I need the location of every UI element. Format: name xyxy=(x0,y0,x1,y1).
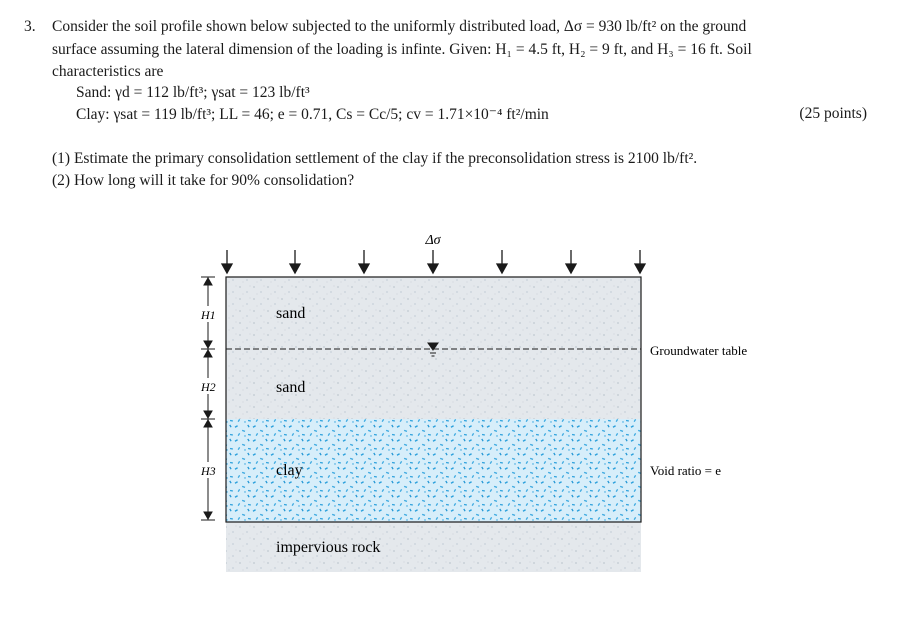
load-arrow xyxy=(566,250,576,273)
problem-statement xyxy=(0,0,917,200)
load-arrows xyxy=(222,250,645,273)
question-1: (1) Estimate the primary consolidation settlement of the clay if the preconsolidation stress is 2100 lb/ft². xyxy=(52,150,698,167)
layer-label-clay: clay xyxy=(276,462,303,479)
points-label: (25 points) xyxy=(799,105,867,122)
problem-number: 3. xyxy=(24,18,36,35)
load-arrow xyxy=(290,250,300,273)
soil-profile-figure xyxy=(0,200,917,625)
layer-label-rock: impervious rock xyxy=(276,539,381,556)
clay-properties: Clay: γsat = 119 lb/ft³; LL = 46; e = 0.71, Cs = Cc/5; cv = 1.71×10⁻⁴ ft²/min xyxy=(76,106,549,123)
problem-line-3: characteristics are xyxy=(52,63,164,80)
sand-properties: Sand: γd = 112 lb/ft³; γsat = 123 lb/ft³ xyxy=(76,84,310,101)
load-arrow xyxy=(428,250,438,273)
groundwater-label: Groundwater table xyxy=(650,343,748,358)
void-ratio-label: Void ratio = e xyxy=(650,463,721,478)
load-arrow xyxy=(222,250,232,273)
problem-line-2: surface assuming the lateral dimension of the loading is infinte. Given: H₁ = 4.5 ft, H₂ = 9 ft, and H₃ = 16 ft. Soil xyxy=(52,41,752,58)
soil-profile-svg xyxy=(0,200,917,625)
question-2: (2) How long will it take for 90% consolidation? xyxy=(52,172,355,189)
dimension-h3: H3 xyxy=(201,464,216,478)
problem-line-1: Consider the soil profile shown below subjected to the uniformly distributed load, Δσ = 930 lb/ft² on the ground xyxy=(52,18,747,35)
load-label: Δσ xyxy=(425,233,441,248)
load-arrow xyxy=(359,250,369,273)
layer-label-sand-2: sand xyxy=(276,379,306,396)
dimension-h2: H2 xyxy=(201,380,216,394)
load-arrow xyxy=(635,250,645,273)
dimension-h1: H1 xyxy=(201,308,216,322)
layer-label-sand-1: sand xyxy=(276,305,306,322)
load-arrow xyxy=(497,250,507,273)
